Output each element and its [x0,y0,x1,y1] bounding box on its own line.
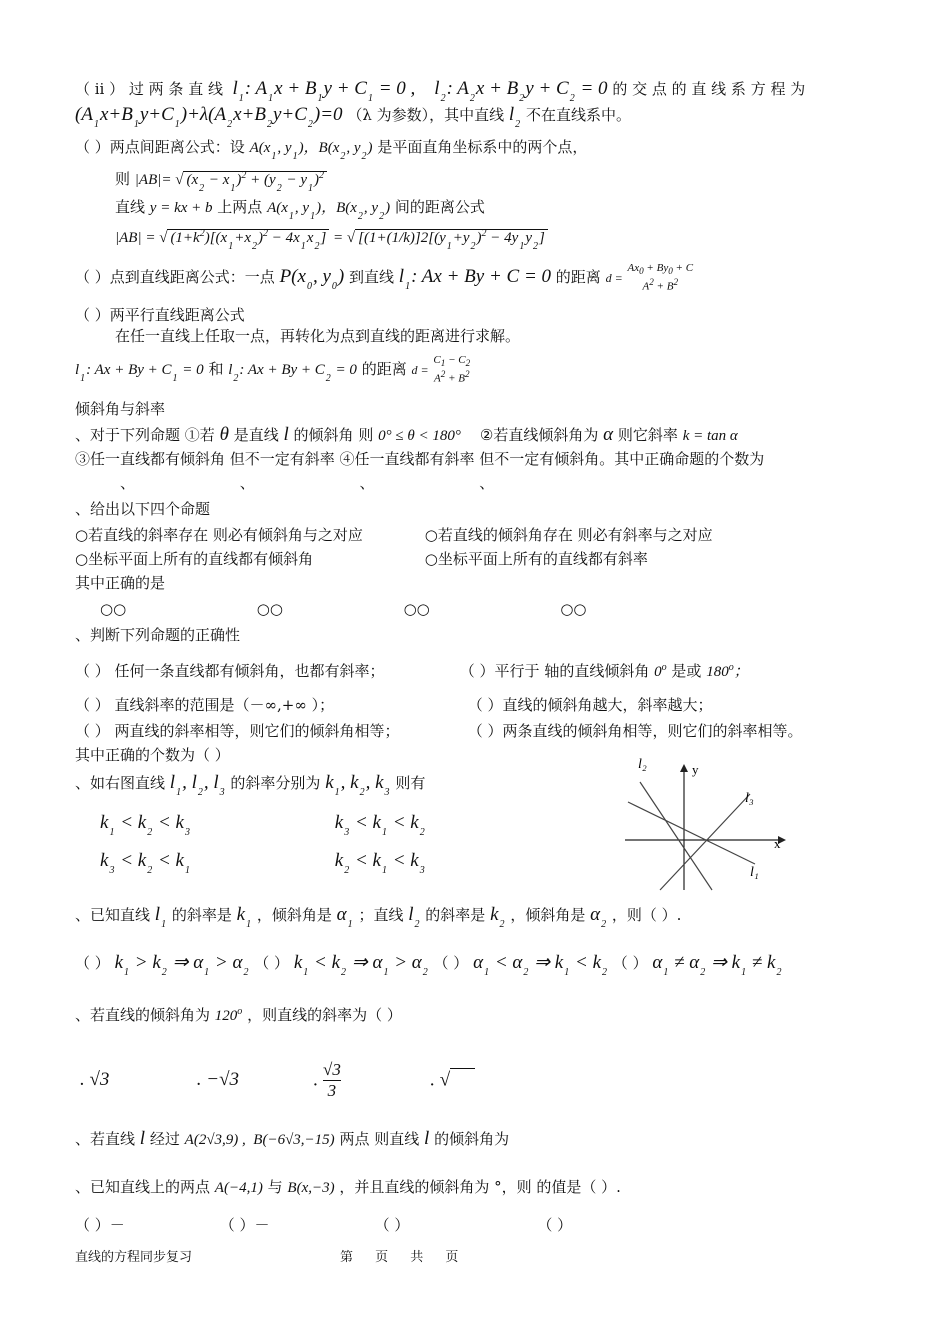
text-q3b2: 是或 [671,662,702,680]
q3-row3 [75,722,803,740]
q3-row1 [75,662,749,681]
text-q5f: ，倾斜角是 [510,906,586,924]
line-l1 [628,802,755,864]
text-par-head: （ ）两平行直线距离公式 [75,306,245,324]
lines-figure [620,752,800,892]
eq-a-q8: A(−4,1) [214,1180,263,1196]
text-q5g: ，则（ ）. [611,906,682,924]
eq-d-label: d = [605,271,623,286]
q2-row1 [75,526,713,544]
eq-points: $A(x_1$, $y_1$)，$B(x_2$, $y_2$) [249,140,373,162]
text-dist2-tail: 是平面直角坐标系中的两个点， [377,138,588,156]
text-q1c: 的倾斜角 则 [293,426,374,444]
eq-y-kx-b: y = kx + b [149,200,213,216]
text-q8: 、已知直线上的两点 [75,1178,211,1196]
eq-system: $(A_1x+B_1y+C_1)+\lambda(A_2x+B_2y+C_2)=0$ [75,104,343,130]
text-ii-mid: 的 交 点 的 直 线 系 方 程 为 [612,80,806,98]
eq-k-tan: k = tan α [682,428,738,444]
text-section: 倾斜角与斜率 [75,400,166,418]
text-q5: 、已知直线 [75,906,151,924]
q4-opt-b: $k_3 < k_1 < k_2$ [334,812,425,838]
text-q2d: ○坐标平面上所有的直线都有斜率 [424,550,648,568]
q8-opt-c: （ ） [374,1216,410,1234]
q1-opts [120,474,544,492]
text-par-desc: 在任一直线上任取一点，再转化为点到直线的距离进行求解。 [115,327,521,345]
q4-opt-d: $k_2 < k_1 < k_3$ [334,850,425,876]
eq-k1-q5: $k_1$ [236,904,252,930]
text-q1opts: 、 、 、 、 [120,474,545,492]
q2-opt-d: ○○ [560,600,587,618]
q5-opt-c-paren: （ ） [433,954,469,972]
q6-opt-c: . $\frac{√3}{3}$ [313,1060,341,1101]
q5-opt-d: $\alpha_1 \ne \alpha_2$ ⇒ $k_1 \ne k_2$ [652,952,782,978]
text-pt-line-head: （ ）点到直线距离公式：一点 [75,268,275,287]
q4-opts-1 [100,812,426,838]
text-q8b: 与 [267,1178,283,1196]
text-q1f: ③任一直线都有倾斜角 但不一定有斜率 ④任一直线都有斜率 但不一定有倾斜角。其中正确命题的个数为 [75,450,765,468]
q4-opt-a: $k_1 < k_2 < k_3$ [100,812,190,838]
eq-l1-general: $l_1$: Ax + By + C = 0 [398,266,552,293]
sym-alpha: α [603,424,614,445]
text-footer-mid: 第 页 共 页 [340,1250,459,1265]
text-q3f: （ ）两条直线的倾斜角相等，则它们的斜率相等。 [467,722,803,740]
eq-l1: $l_1$: $A_1x + B_1y + C_1 = 0$ , $l_2$: $A_2x + B_2y + C_2 = 0$ [227,78,608,104]
q8-opt-b: （ ）－ [219,1216,270,1234]
text-q6: 、若直线的倾斜角为 [75,1006,211,1024]
eq-l2-q5: $l_2$ [408,904,420,930]
text-q1d: ②若直线倾斜角为 [479,426,599,444]
q4-title [75,772,426,798]
eq-points-q7: A(2√3,9) , B(−6√3,−15) [184,1132,335,1148]
label-l3: l₃ [745,791,754,806]
label-y: y [692,762,699,777]
eq-lines: $l_1$, $l_2$, $l_3$ [169,772,225,798]
line-ii-2 [75,104,631,130]
line-pt-line [75,262,693,294]
q2-row2 [75,550,648,568]
frac-pt-dist: $Ax_0 + By_0 + C$ $A^2 + B^2$ [627,262,694,293]
line-par-head [75,306,245,324]
sym-l-q7: l [139,1128,146,1149]
eq-l2: $l_2$ [508,104,521,130]
text-par-dist: 的距离 [361,360,407,379]
q2-opt-b: ○○ [256,600,283,618]
text-q3d: （ ）直线的倾斜角越大，斜率越大； [467,696,713,714]
footer-mid [340,1250,458,1266]
eq-l1-q5: $l_1$ [154,904,167,930]
q6-opts [80,1060,475,1102]
q8-opt-a: （ ）－ [75,1216,125,1234]
label-l2: l₂ [638,757,647,772]
text-q4b: 的斜率分别为 [230,774,321,792]
text-q1a: 、对于下列命题 ①若 [75,426,215,444]
text-q3c: （ ） 直线斜率的范围是（－∞,+∞ ）； [75,696,335,714]
q5-opt-a-paren: （ ） [75,954,110,972]
text-line3: 间的距离公式 [394,198,485,216]
eq-a1-q5: $\alpha_1$ [336,904,353,930]
text-q5e: 的斜率是 [425,906,486,924]
text-pt-line-mid: 到直线 [348,268,394,287]
text-q3: 、判断下列命题的正确性 [75,626,241,644]
eq-l2-par: $l_2$: $Ax + By + C_2 = 0$ [228,362,357,385]
text-q3e: （ ） 两直线的斜率相等，则它们的倾斜角相等； [75,722,400,740]
eq-ks: $k_1$, $k_2$, $k_3$ [325,772,390,798]
q5-opts [75,952,783,978]
text-q5b: 的斜率是 [171,906,232,924]
q2-which [75,574,165,592]
q4-opts-2 [100,850,426,876]
q5-opt-b: $k_1 < k_2$ ⇒ $\alpha_1 > \alpha_2$ [293,952,428,978]
eq-ab-formula: |AB| = √ $(1+k^2)[(x_1+x_2)^2 - 4x_1x_2]$ = √ [$(1+(1/k)]2[(y_1+y_2)^2 - 4y_1y_2]$ [115,229,548,246]
q8-title [75,1178,621,1197]
q4-opt-c: $k_3 < k_2 < k_1$ [100,850,190,876]
text-q7b: 经过 [149,1130,180,1148]
q1-line1 [75,424,738,447]
eq-points-2: $A(x_1$, $y_1$)，$B(x_2$, $y_2$) [267,200,391,222]
text-q6b: ，则直线的斜率为（ ） [247,1006,402,1024]
q6-title [75,1006,402,1025]
q2-title [75,500,210,518]
eq-b-q8: B(x,−3) [287,1180,335,1196]
text-q2c: ○坐标平面上所有的直线都有倾斜角 [75,550,314,568]
eq-theta-range: 0° ≤ θ < 180° [378,428,461,444]
footer-left [75,1250,192,1266]
eq-deg0: 0$^o$ [654,662,667,680]
q6-opt-d: . √ [430,1068,475,1090]
q3-row2 [75,696,713,714]
text-q2b: ○若直线的倾斜角存在 则必有斜率与之对应 [424,526,713,544]
text-line: 直线 [115,198,146,216]
section-title [75,400,165,418]
q8-opts [75,1216,572,1234]
text-q2e: 其中正确的是 [75,574,166,592]
q5-opt-d-paren: （ ） [612,954,648,972]
text-ii-head: （ ⅱ ） 过 两 条 直 线 [75,80,223,98]
q1-line2 [75,450,764,468]
text-q7d: 的倾斜角为 [434,1130,510,1148]
eq-a2-q5: $\alpha_2$ [590,904,607,930]
line-par-desc [115,327,520,345]
text-q2: 、给出以下四个命题 [75,500,211,518]
label-l1: l₁ [750,865,759,880]
eq-p0: $P(x_0$, $y_0$) [279,266,345,293]
line-par-eq [75,354,470,386]
q7-title [75,1128,509,1151]
q5-opt-a: $k_1 > k_2$ ⇒ $\alpha_1 > \alpha_2$ [114,952,249,978]
label-x: x [774,836,781,851]
text-q5c: ，倾斜角是 [256,906,332,924]
line-dist2 [75,138,588,162]
text-q3a: （ ） 任何一条直线都有倾斜角，也都有斜率； [75,662,385,680]
eq-k2-q5: $k_2$ [490,904,505,930]
sym-l-q7-2: l [424,1128,430,1149]
q6-opt-a: . √3 [80,1069,110,1091]
text-q1b: 是直线 [233,426,279,444]
q2-opts [100,600,587,618]
text-q4: 、如右图直线 [75,774,166,792]
q2-opt-a: ○○ [100,600,127,618]
text-line2: 上两点 [217,198,263,216]
text-par-and: 和 [208,360,224,379]
q5-opt-c: $\alpha_1 < \alpha_2$ ⇒ $k_1 < k_2$ [473,952,608,978]
text-q2a: ○若直线的斜率存在 则必有倾斜角与之对应 [75,526,363,544]
sym-theta: θ [219,424,229,445]
q6-opt-b: . −√3 [196,1069,239,1091]
q5-title [75,904,682,930]
text-q8c: ，并且直线的倾斜角为 °，则 的值是（ ）. [339,1178,621,1196]
sym-l: l [283,424,289,445]
text-q4c: 则有 [395,774,426,792]
eq-l1-par: $l_1$: $Ax + By + C_1 = 0$ [75,362,204,385]
q5-opt-b-paren: （ ） [254,954,290,972]
y-arrow-icon [680,764,688,772]
q8-opt-d: （ ） [537,1216,573,1234]
text-q7: 、若直线 [75,1130,136,1148]
eq-ab: |AB|= √ $(x_2 - x_1)^2 + (y_2 - y_1)^2$ [135,171,327,188]
text-q3b: （ ）平行于 轴的直线倾斜角 [459,662,650,680]
text-then: 则 [115,170,131,188]
text-q7c: 两点 则直线 [339,1130,420,1148]
text-pt-line-tail: 的距离 [555,268,601,287]
frac-par-dist: $C_1 - C_2$ $A^2 + B^2$ [433,354,471,385]
text-q5d: ；直线 [358,906,404,924]
line-dist2-then [115,170,327,194]
q2-opt-c: ○○ [403,600,430,618]
q3-title [75,626,240,644]
text-ii-tail: （λ 为参数），其中直线 [347,106,505,124]
line-ab-formula [115,228,548,252]
text-ii-tail2: 不在直线系中。 [525,106,631,124]
eq-deg120: 120$^o$ [214,1006,243,1024]
text-q3g: 其中正确的个数为（ ） [75,746,230,764]
text-dist2-head: （ ）两点间距离公式：设 [75,138,245,156]
q3-count [75,746,230,764]
line-dist2-line [115,198,485,222]
eq-deg180: 180$^o$； [706,662,749,680]
line-ii [75,78,806,104]
eq-d-label-2: d = [411,363,429,378]
text-footer-left: 直线的方程同步复习 [75,1250,193,1265]
line-l3 [660,794,750,890]
text-q1e: 则它斜率 [617,426,678,444]
